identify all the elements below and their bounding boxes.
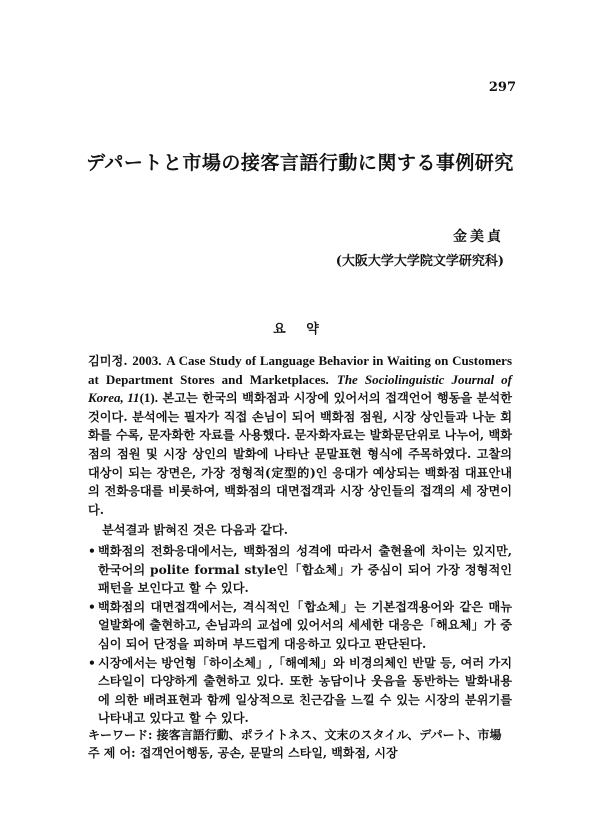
citation-year: 2003. — [132, 353, 162, 368]
keywords-kr-label: 주 제 어: — [88, 746, 136, 760]
citation-journal: The Sociolinguistic Journal of Korea, 11 — [88, 371, 512, 406]
abstract-body — [88, 352, 512, 728]
citation-issue: (1). — [139, 390, 158, 406]
keywords-block — [88, 726, 528, 762]
abstract-paragraph — [88, 352, 512, 519]
finding-item: • 시장에서는 방언형「하이소체」,「해예체」와 비경의체인 반말 등, 여러 가지 스타일이 다양하게 출현하고 있다. 또한 농담이나 웃음을 동반하는 발화내용에 의한 배려표현과 함께 일상적으로 친근감을 느낄 수 있는 시장의 분위기를 나타내고 있다고 할 수 있다. — [88, 654, 512, 728]
keywords-jp-terms: 接客言語行動、ポライトネス、文末のスタイル、デパート、市場 — [156, 728, 502, 742]
abstract-heading: 요 약 — [273, 322, 327, 337]
citation-author: 김미정. — [88, 354, 128, 368]
findings-list — [88, 542, 512, 728]
author-affiliation: (大阪大学大学院文学研究科) — [335, 254, 504, 269]
keywords-jp — [88, 726, 528, 744]
keywords-kr-terms: 접객언어행동, 공손, 문말의 스타일, 백화점, 시장 — [139, 746, 398, 760]
finding-item: • 백화점의 전화응대에서는, 백화점의 성격에 따라서 출현율에 차이는 있지만, 한국어의 polite formal style인「합쇼체」가 중심이 되어 가장 정형적인 패턴을 보인다고 할 수 있다. — [88, 542, 512, 598]
finding-item: • 백화점의 대면접객에서는, 격식적인「합쇼체」는 기본접객용어와 같은 매뉴얼발화에 출현하고, 손님과의 교섭에 있어서의 세세한 대응은「해요체」가 중심이 되어 단정을 피하며 부드럽게 대응하고 있다고 판단된다. — [88, 598, 512, 654]
author-name: 金美貞 — [453, 229, 504, 245]
abstract-text: 본고는 한국의 백화점과 시장에 있어서의 접객언어 행동을 분석한 것이다. 분석에는 필자가 직접 손님이 되어 백화점 점원, 시장 상인들과 나눈 회화를 수록, 문자화한 자료를 사용했다. 문자화자료는 발화문단위로 나누어, 백화점의 점원 및 시장 상인의 발화에 나타난 문말표현 형식에 주목하였다. 고찰의 대상이 되는 장면은, 가장 정형적(定型的)인 응대가 예상되는 백화점 대표안내의 전화응대를 비롯하여, 백화점의 대면접객과 시장 상인들의 접객의 세 장면이다. — [88, 391, 512, 517]
paper-title: デパートと市場の接客言語行動に関する事例研究 — [86, 152, 514, 174]
citation-title: A Case Study of Language Behavior in Waiting on Customers at Department Stores and Marketplaces. — [88, 353, 512, 387]
findings-intro: 분석결과 밝혀진 것은 다음과 같다. — [102, 523, 289, 538]
keywords-kr — [88, 744, 528, 762]
keywords-jp-label: キーワード: — [88, 728, 153, 742]
page-number: 297 — [488, 80, 516, 95]
